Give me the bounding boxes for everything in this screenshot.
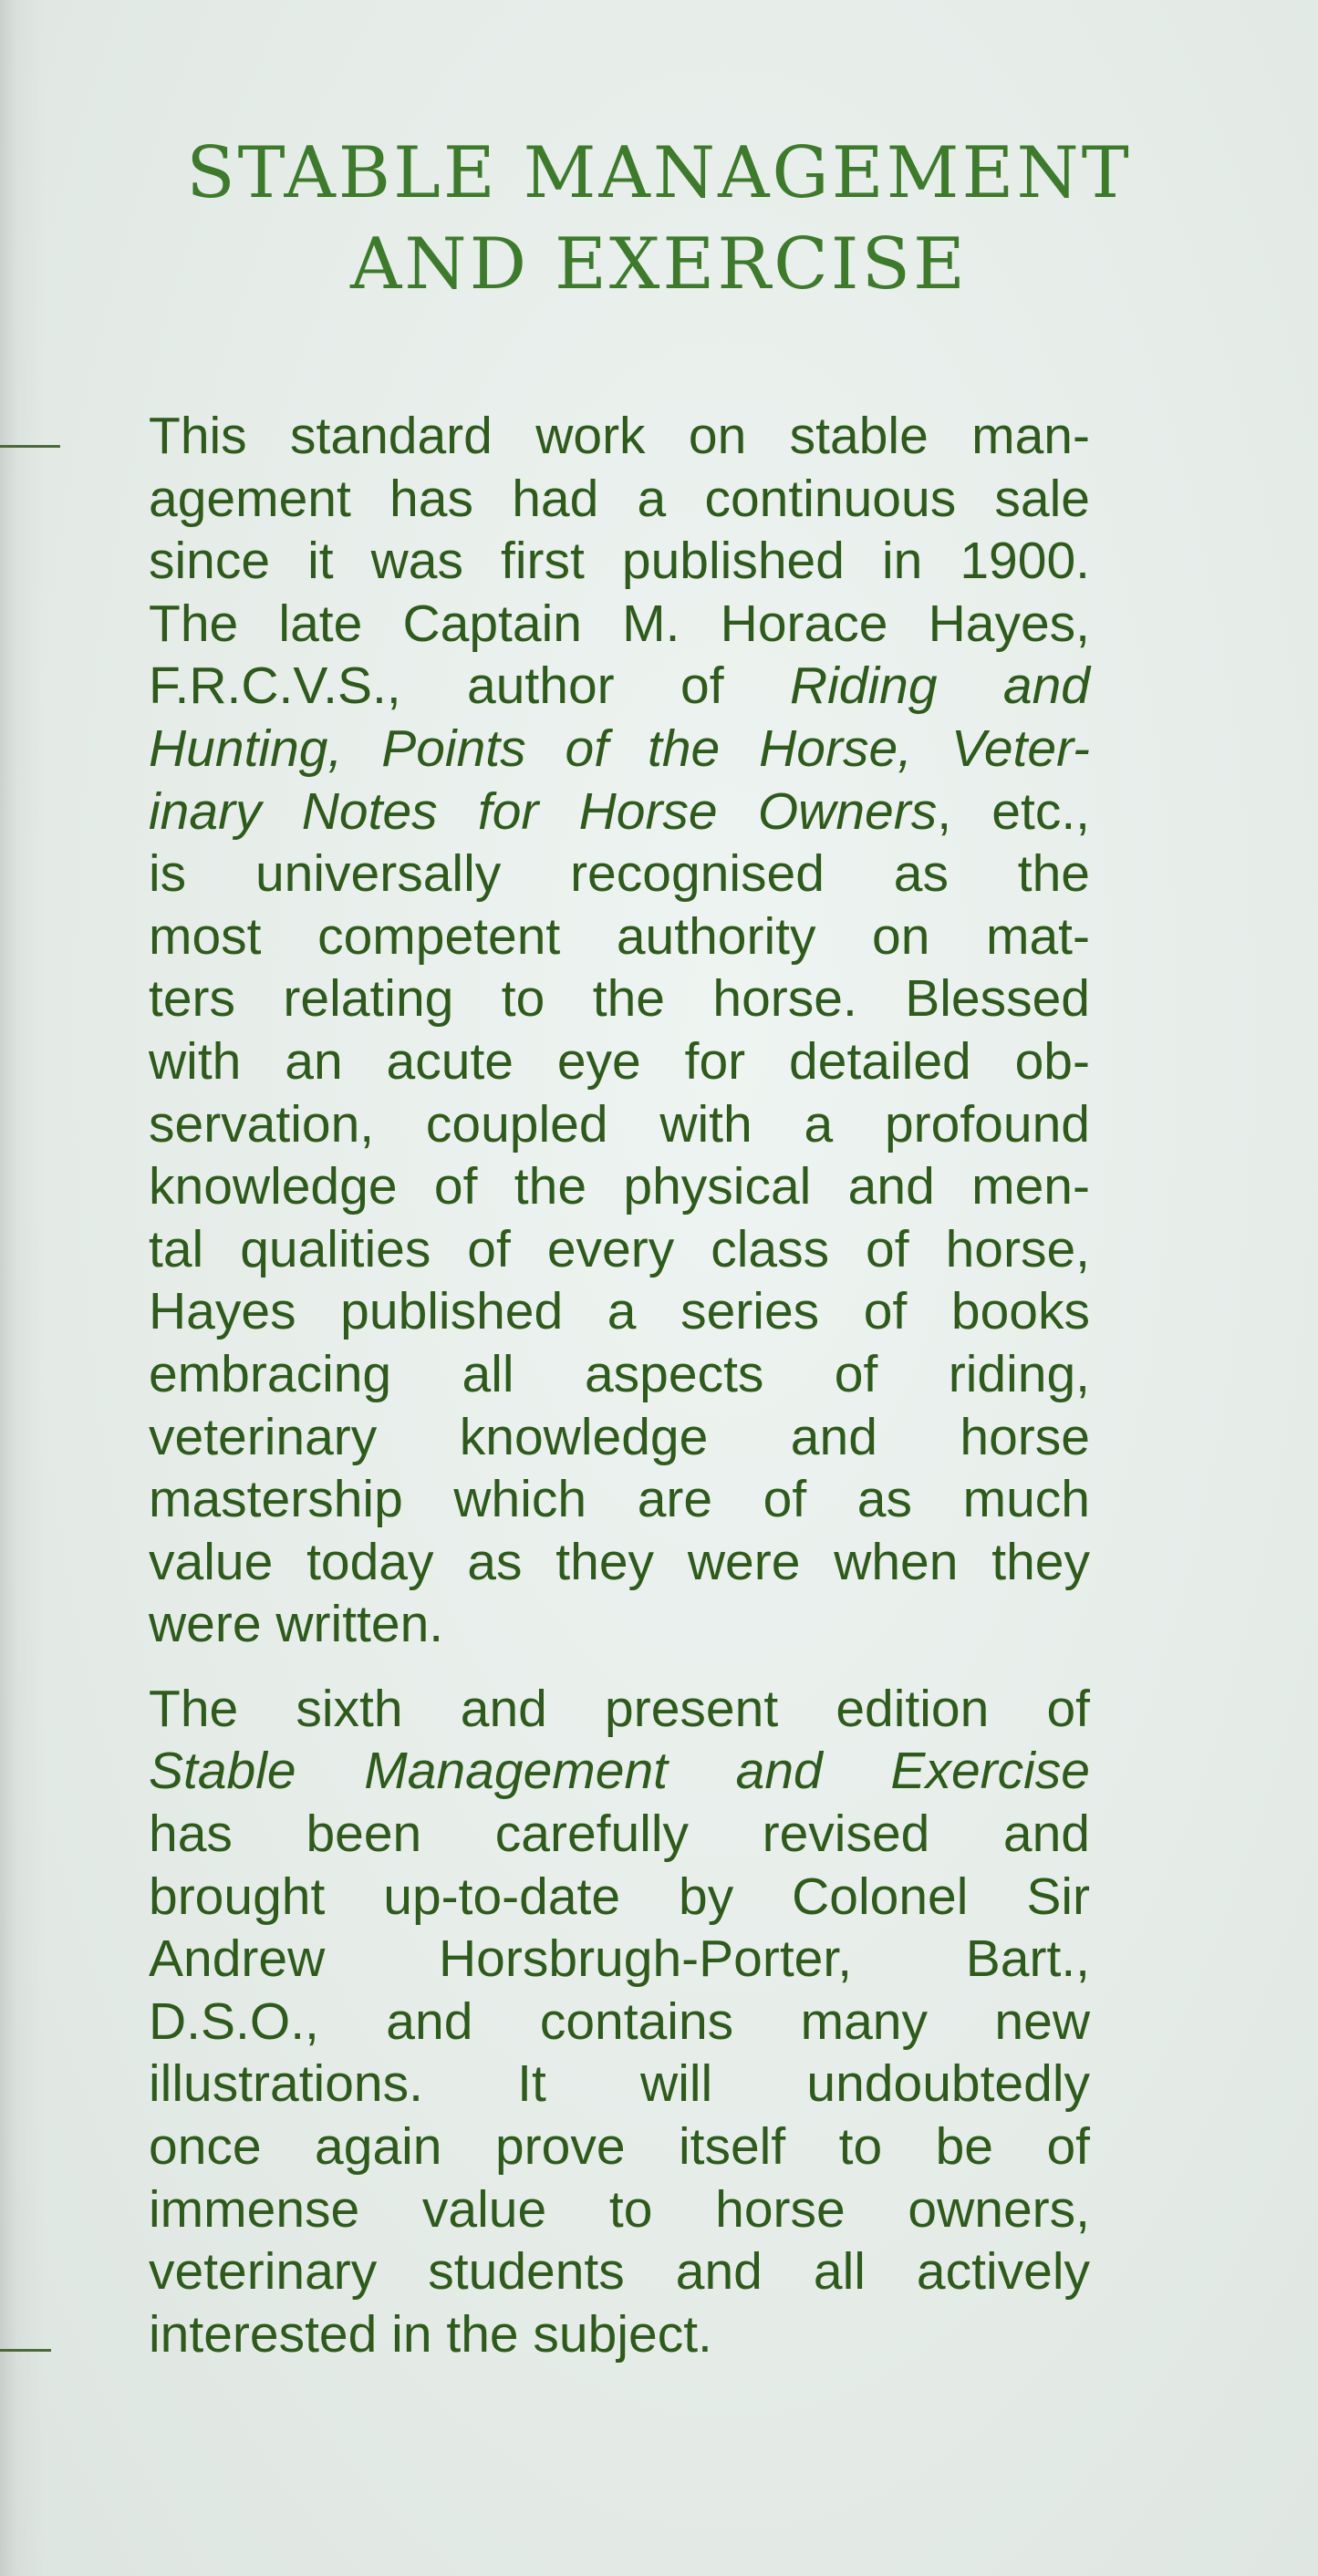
book-reference: inary Notes for Horse Owners (149, 781, 938, 841)
blurb-paragraph-1 (149, 405, 1090, 1656)
text-line: veterinary students and all actively (149, 2242, 1090, 2302)
text-line: veterinary knowledge and horse (149, 1407, 1090, 1466)
text-line: The sixth and present edition of (149, 1679, 1090, 1738)
text-line: brought up-to-date by Colonel Sir (149, 1867, 1090, 1926)
text-line: agement has had a continuous sale (149, 469, 1090, 528)
text-line: mastership which are of as much (149, 1470, 1090, 1529)
text-line: D.S.O., and contains many new (149, 1991, 1090, 2051)
blurb-text (149, 405, 1090, 2365)
text-line: servation, coupled with a profound (149, 1094, 1090, 1154)
text-line: tal qualities of every class of horse, (149, 1219, 1090, 1278)
fold-mark-bottom (0, 2349, 51, 2352)
text-line: interested in the subject. (149, 2304, 712, 2364)
text-line: immense value to horse owners, (149, 2179, 1090, 2239)
text-line: is universally recognised as the (149, 844, 1090, 904)
text-line: since it was first published in 1900. (149, 532, 1090, 591)
book-reference-line: Stable Management and Exercise (149, 1742, 1090, 1801)
text-line: The late Captain M. Horace Hayes, (149, 594, 1090, 653)
text-line: most competent authority on mat- (149, 906, 1090, 966)
book-title-line-2: AND EXERCISE (350, 223, 968, 305)
text-line (149, 781, 1090, 843)
text-line (149, 655, 1090, 718)
text-line: with an acute eye for detailed ob- (149, 1031, 1090, 1091)
text-line: illustrations. It will undoubtedly (149, 2054, 1090, 2114)
blurb-paragraph-2 (149, 1678, 1090, 2366)
book-title (0, 128, 1318, 310)
text-line: ters relating to the horse. Blessed (149, 969, 1090, 1029)
text-line: once again prove itself to be of (149, 2117, 1090, 2177)
book-title-line-1: STABLE MANAGEMENT (186, 132, 1132, 214)
text-line: were written. (149, 1595, 444, 1654)
text-line: knowledge of the physical and men- (149, 1157, 1090, 1216)
text-line: Hayes published a series of books (149, 1282, 1090, 1341)
text-run: , etc., (937, 781, 1090, 841)
book-reference-line: Hunting, Points of the Horse, Veter- (149, 719, 1090, 778)
text-line: Andrew Horsbrugh-Porter, Bart., (149, 1929, 1090, 1989)
text-line: This standard work on stable man- (149, 407, 1090, 465)
book-reference: Riding and (789, 657, 1091, 716)
text-line: value today as they were when they (149, 1532, 1090, 1591)
text-line: embracing all aspects of riding, (149, 1344, 1090, 1403)
fold-mark-top (0, 445, 60, 448)
text-run: F.R.C.V.S., author of (149, 657, 790, 716)
text-line: has been carefully revised and (149, 1805, 1090, 1864)
